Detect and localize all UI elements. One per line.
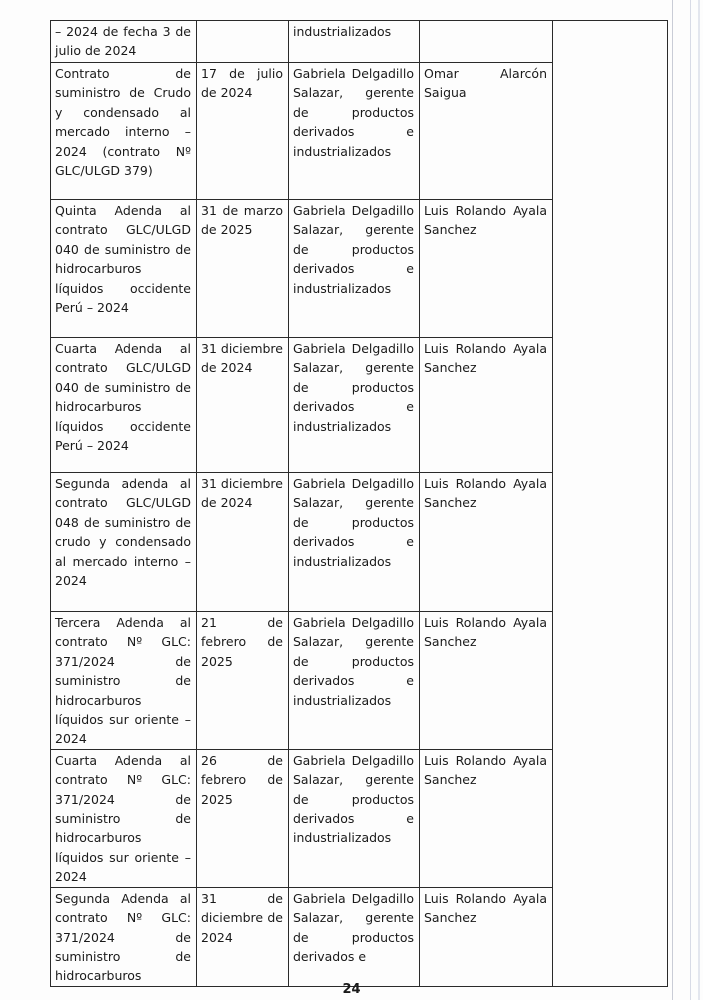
page-number: 24 xyxy=(342,982,361,997)
signer-cell: Gabriela Delgadillo Salazar, gerente de productos derivados e industrializados xyxy=(289,749,420,887)
contract-cell: Cuarta Adenda al contrato GLC/ULGD 040 de suministro de hidrocarburos líquidos occidente Perú – 2024 xyxy=(51,338,197,473)
signer-cell: Gabriela Delgadillo Salazar, gerente de productos derivados e industrializados xyxy=(289,338,420,473)
signer-cell: industrializados xyxy=(289,21,420,63)
date-cell: 31 diciembre de 2024 xyxy=(197,473,289,612)
date-cell: 31 diciembre de 2024 xyxy=(197,338,289,473)
date-cell: 26 de febrero de 2025 xyxy=(197,749,289,887)
date-cell: 17 de julio de 2024 xyxy=(197,63,289,200)
signer-cell: Gabriela Delgadillo Salazar, gerente de productos derivados e industrializados xyxy=(289,63,420,200)
counterpart-cell: Luis Rolando Ayala Sanchez xyxy=(420,338,553,473)
counterpart-cell: Luis Rolando Ayala Sanchez xyxy=(420,473,553,612)
contract-cell: – 2024 de fecha 3 de julio de 2024 xyxy=(51,21,197,63)
contract-cell: Cuarta Adenda al contrato Nº GLC: 371/2024 de suministro de hidrocarburos líquidos sur oriente – 2024 xyxy=(51,749,197,887)
contracts-table xyxy=(50,20,668,987)
counterpart-cell: Luis Rolando Ayala Sanchez xyxy=(420,200,553,338)
signer-cell: Gabriela Delgadillo Salazar, gerente de productos derivados e industrializados xyxy=(289,200,420,338)
contract-cell: Tercera Adenda al contrato Nº GLC: 371/2024 de suministro de hidrocarburos líquidos sur oriente – 2024 xyxy=(51,612,197,750)
blank-column-cell xyxy=(553,21,668,987)
counterpart-cell: Luis Rolando Ayala Sanchez xyxy=(420,749,553,887)
scan-edge-line xyxy=(690,0,691,1000)
counterpart-cell: Luis Rolando Ayala Sanchez xyxy=(420,887,553,986)
date-cell: 31 de diciembre de 2024 xyxy=(197,887,289,986)
contract-cell: Segunda adenda al contrato GLC/ULGD 048 de suministro de crudo y condensado al mercado interno – 2024 xyxy=(51,473,197,612)
contract-cell: Contrato de suministro de Crudo y condensado al mercado interno – 2024 (contrato Nº GLC/ULGD 379) xyxy=(51,63,197,200)
scan-edge-line xyxy=(698,0,700,1000)
contract-cell: Segunda Adenda al contrato Nº GLC: 371/2024 de suministro de hidrocarburos xyxy=(51,887,197,986)
table-row xyxy=(51,21,668,63)
counterpart-cell: Luis Rolando Ayala Sanchez xyxy=(420,612,553,750)
counterpart-cell xyxy=(420,21,553,63)
scan-edge-line xyxy=(672,0,673,1000)
counterpart-cell: Omar Alarcón Saigua xyxy=(420,63,553,200)
signer-cell: Gabriela Delgadillo Salazar, gerente de productos derivados e industrializados xyxy=(289,473,420,612)
date-cell: 31 de marzo de 2025 xyxy=(197,200,289,338)
signer-cell: Gabriela Delgadillo Salazar, gerente de productos derivados e xyxy=(289,887,420,986)
contract-cell: Quinta Adenda al contrato GLC/ULGD 040 de suministro de hidrocarburos líquidos occidente Perú – 2024 xyxy=(51,200,197,338)
date-cell: 21 de febrero de 2025 xyxy=(197,612,289,750)
date-cell xyxy=(197,21,289,63)
signer-cell: Gabriela Delgadillo Salazar, gerente de productos derivados e industrializados xyxy=(289,612,420,750)
